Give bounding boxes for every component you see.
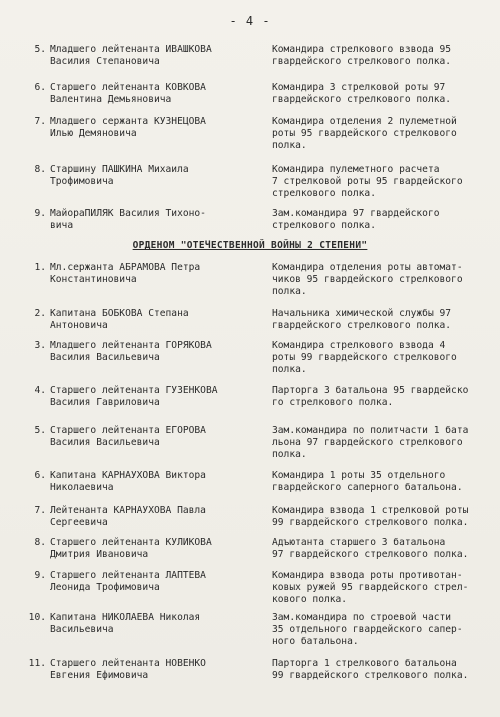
recipient-name [50,470,260,494]
recipient-position-line: Командира стрелкового взвода 95 [272,44,452,55]
recipient-name [50,262,260,286]
recipient-name-line: Капитана БОБКОВА Степана [50,308,189,319]
recipient-position-line: Командира 3 стрелковой роты 97 [272,82,446,93]
recipient-position-line: стрелкового полка. [272,188,376,199]
recipient-name-line: Старшего лейтенанта КУЛИКОВА [50,537,212,548]
recipient-position-line: гвардейского стрелкового полка. [272,94,452,105]
recipient-name-line: Дмитрия Ивановича [50,549,149,560]
recipient-position-line: 7 стрелковой роты 95 гвардейского [272,176,463,187]
recipient-position-line: Командира 1 роты 35 отдельного [272,470,446,481]
recipient-position-line: полка. [272,286,307,297]
recipient-name [50,208,260,232]
recipient-position-line: 99 гвардейского стрелкового полка. [272,670,469,681]
recipient-name-line: Младшего лейтенанта ИВАШКОВА [50,44,212,55]
entry-number: 3. [34,340,46,351]
recipient-name-line: Василия Степановича [50,56,160,67]
recipient-position [272,116,497,152]
section-title: ОРДЕНОМ "ОТЕЧЕСТВЕННОЙ ВОЙНЫ 2 СТЕПЕНИ" [132,240,368,251]
recipient-name-line: Трофимовича [50,176,114,187]
recipient-position-line: Зам.командира 97 гвардейского [272,208,440,219]
recipient-position [272,208,497,232]
recipient-position-line: Командира отделения 2 пулеметной [272,116,457,127]
entry-number: 7. [34,116,46,127]
recipient-position [272,44,497,68]
recipient-name-line: Старшего лейтенанта НОВЕНКО [50,658,206,669]
recipient-position-line: льона 97 гвардейского стрелкового [272,437,463,448]
recipient-position-line: роты 99 гвардейского стрелкового [272,352,457,363]
recipient-name [50,537,260,561]
entry-number: 11. [28,658,46,669]
recipient-name-line: Старшего лейтенанта ЛАПТЕВА [50,570,206,581]
recipient-position-line: полка. [272,140,307,151]
recipient-position-line: полка. [272,364,307,375]
recipient-position-line: кового полка. [272,594,348,605]
recipient-position [272,82,497,106]
recipient-position [272,505,497,529]
recipient-name-line: Илью Демяновича [50,128,137,139]
recipient-name-line: Сергеевича [50,517,108,528]
recipient-position-line: 35 отдельного гвардейского сапер- [272,624,463,635]
recipient-name-line: Васильевича [50,624,114,635]
recipient-position-line: Зам.командира по строевой части [272,612,452,623]
entry-number: 10. [28,612,46,623]
recipient-position-line: Парторга 3 батальона 95 гвардейско [272,385,469,396]
recipient-name [50,570,260,594]
recipient-name-line: Евгения Ефимовича [50,670,149,681]
recipient-name [50,164,260,188]
entry-number: 6. [34,82,46,93]
entry-number: 5. [34,425,46,436]
recipient-name [50,44,260,68]
recipient-position-line: Командира стрелкового взвода 4 [272,340,446,351]
entry-number: 7. [34,505,46,516]
recipient-position-line: гвардейского саперного батальона. [272,482,463,493]
recipient-position-line: Командира пулеметного расчета [272,164,440,175]
entry-number: 4. [34,385,46,396]
recipient-position-line: ного батальона. [272,636,359,647]
recipient-name-line: Младшего сержанта КУЗНЕЦОВА [50,116,206,127]
recipient-name-line: Антоновича [50,320,108,331]
entry-number: 9. [34,570,46,581]
recipient-position-line: Командира отделения роты автомат- [272,262,463,273]
recipient-name [50,308,260,332]
recipient-name-line: Василия Васильевича [50,352,160,363]
recipient-name-line: вича [50,220,74,231]
recipient-name-line: МайораПИЛЯК Василия Тихоно- [50,208,206,219]
recipient-position [272,425,497,461]
recipient-name-line: Леонида Трофимовича [50,582,160,593]
recipient-position-line: 97 гвардейского стрелкового полка. [272,549,469,560]
recipient-name-line: Младшего лейтенанта ГОРЯКОВА [50,340,212,351]
recipient-position [272,537,497,561]
recipient-position [272,570,497,606]
recipient-name-line: Константиновича [50,274,137,285]
recipient-position [272,164,497,200]
entry-number: 1. [34,262,46,273]
recipient-name [50,82,260,106]
recipient-position-line: стрелкового полка. [272,220,376,231]
recipient-name-line: Старшего лейтенанта ЕГОРОВА [50,425,206,436]
recipient-name-line: Старшину ПАШКИНА Михаила [50,164,189,175]
recipient-position-line: Парторга 1 стрелкового батальона [272,658,457,669]
recipient-position-line: Зам.командира по политчасти 1 бата [272,425,469,436]
entry-number: 9. [34,208,46,219]
recipient-name-line: Капитана КАРНАУХОВА Виктора [50,470,206,481]
recipient-position-line: чиков 95 гвардейского стрелкового [272,274,463,285]
recipient-position [272,262,497,298]
entry-number: 2. [34,308,46,319]
recipient-position-line: Адъютанта старшего 3 батальона [272,537,446,548]
recipient-name [50,612,260,636]
recipient-position [272,470,497,494]
recipient-name-line: Лейтенанта КАРНАУХОВА Павла [50,505,206,516]
recipient-position-line: полка. [272,449,307,460]
recipient-name-line: Старшего лейтенанта ГУЗЕНКОВА [50,385,218,396]
recipient-name [50,505,260,529]
entry-number: 6. [34,470,46,481]
recipient-name [50,340,260,364]
recipient-name-line: Василия Гавриловича [50,397,160,408]
recipient-name [50,116,260,140]
recipient-name-line: Василия Васильевича [50,437,160,448]
recipient-position [272,658,497,682]
recipient-position-line: Командира взвода 1 стрелковой роты [272,505,469,516]
recipient-position-line: гвардейского стрелкового полка. [272,320,452,331]
recipient-position-line: Командира взвода роты противотан- [272,570,463,581]
recipient-position-line: Начальника химической службы 97 [272,308,452,319]
recipient-name-line: Валентина Демьяновича [50,94,172,105]
recipient-name-line: Николаевича [50,482,114,493]
recipient-position [272,385,497,409]
recipient-position-line: 99 гвардейского стрелкового полка. [272,517,469,528]
recipient-position-line: гвардейского стрелкового полка. [272,56,452,67]
recipient-name [50,385,260,409]
recipient-name-line: Мл.сержанта АБРАМОВА Петра [50,262,201,273]
entry-number: 5. [34,44,46,55]
recipient-position-line: роты 95 гвардейского стрелкового [272,128,457,139]
recipient-position [272,308,497,332]
recipient-name [50,658,260,682]
recipient-position-line: ковых ружей 95 гвардейского стрел- [272,582,469,593]
recipient-name [50,425,260,449]
recipient-position-line: го стрелкового полка. [272,397,394,408]
entry-number: 8. [34,164,46,175]
recipient-position [272,340,497,376]
recipient-name-line: Капитана НИКОЛАЕВА Николая [50,612,201,623]
recipient-position [272,612,497,648]
entry-number: 8. [34,537,46,548]
recipient-name-line: Старшего лейтенанта КОВКОВА [50,82,206,93]
page-number: - 4 - [229,14,271,28]
